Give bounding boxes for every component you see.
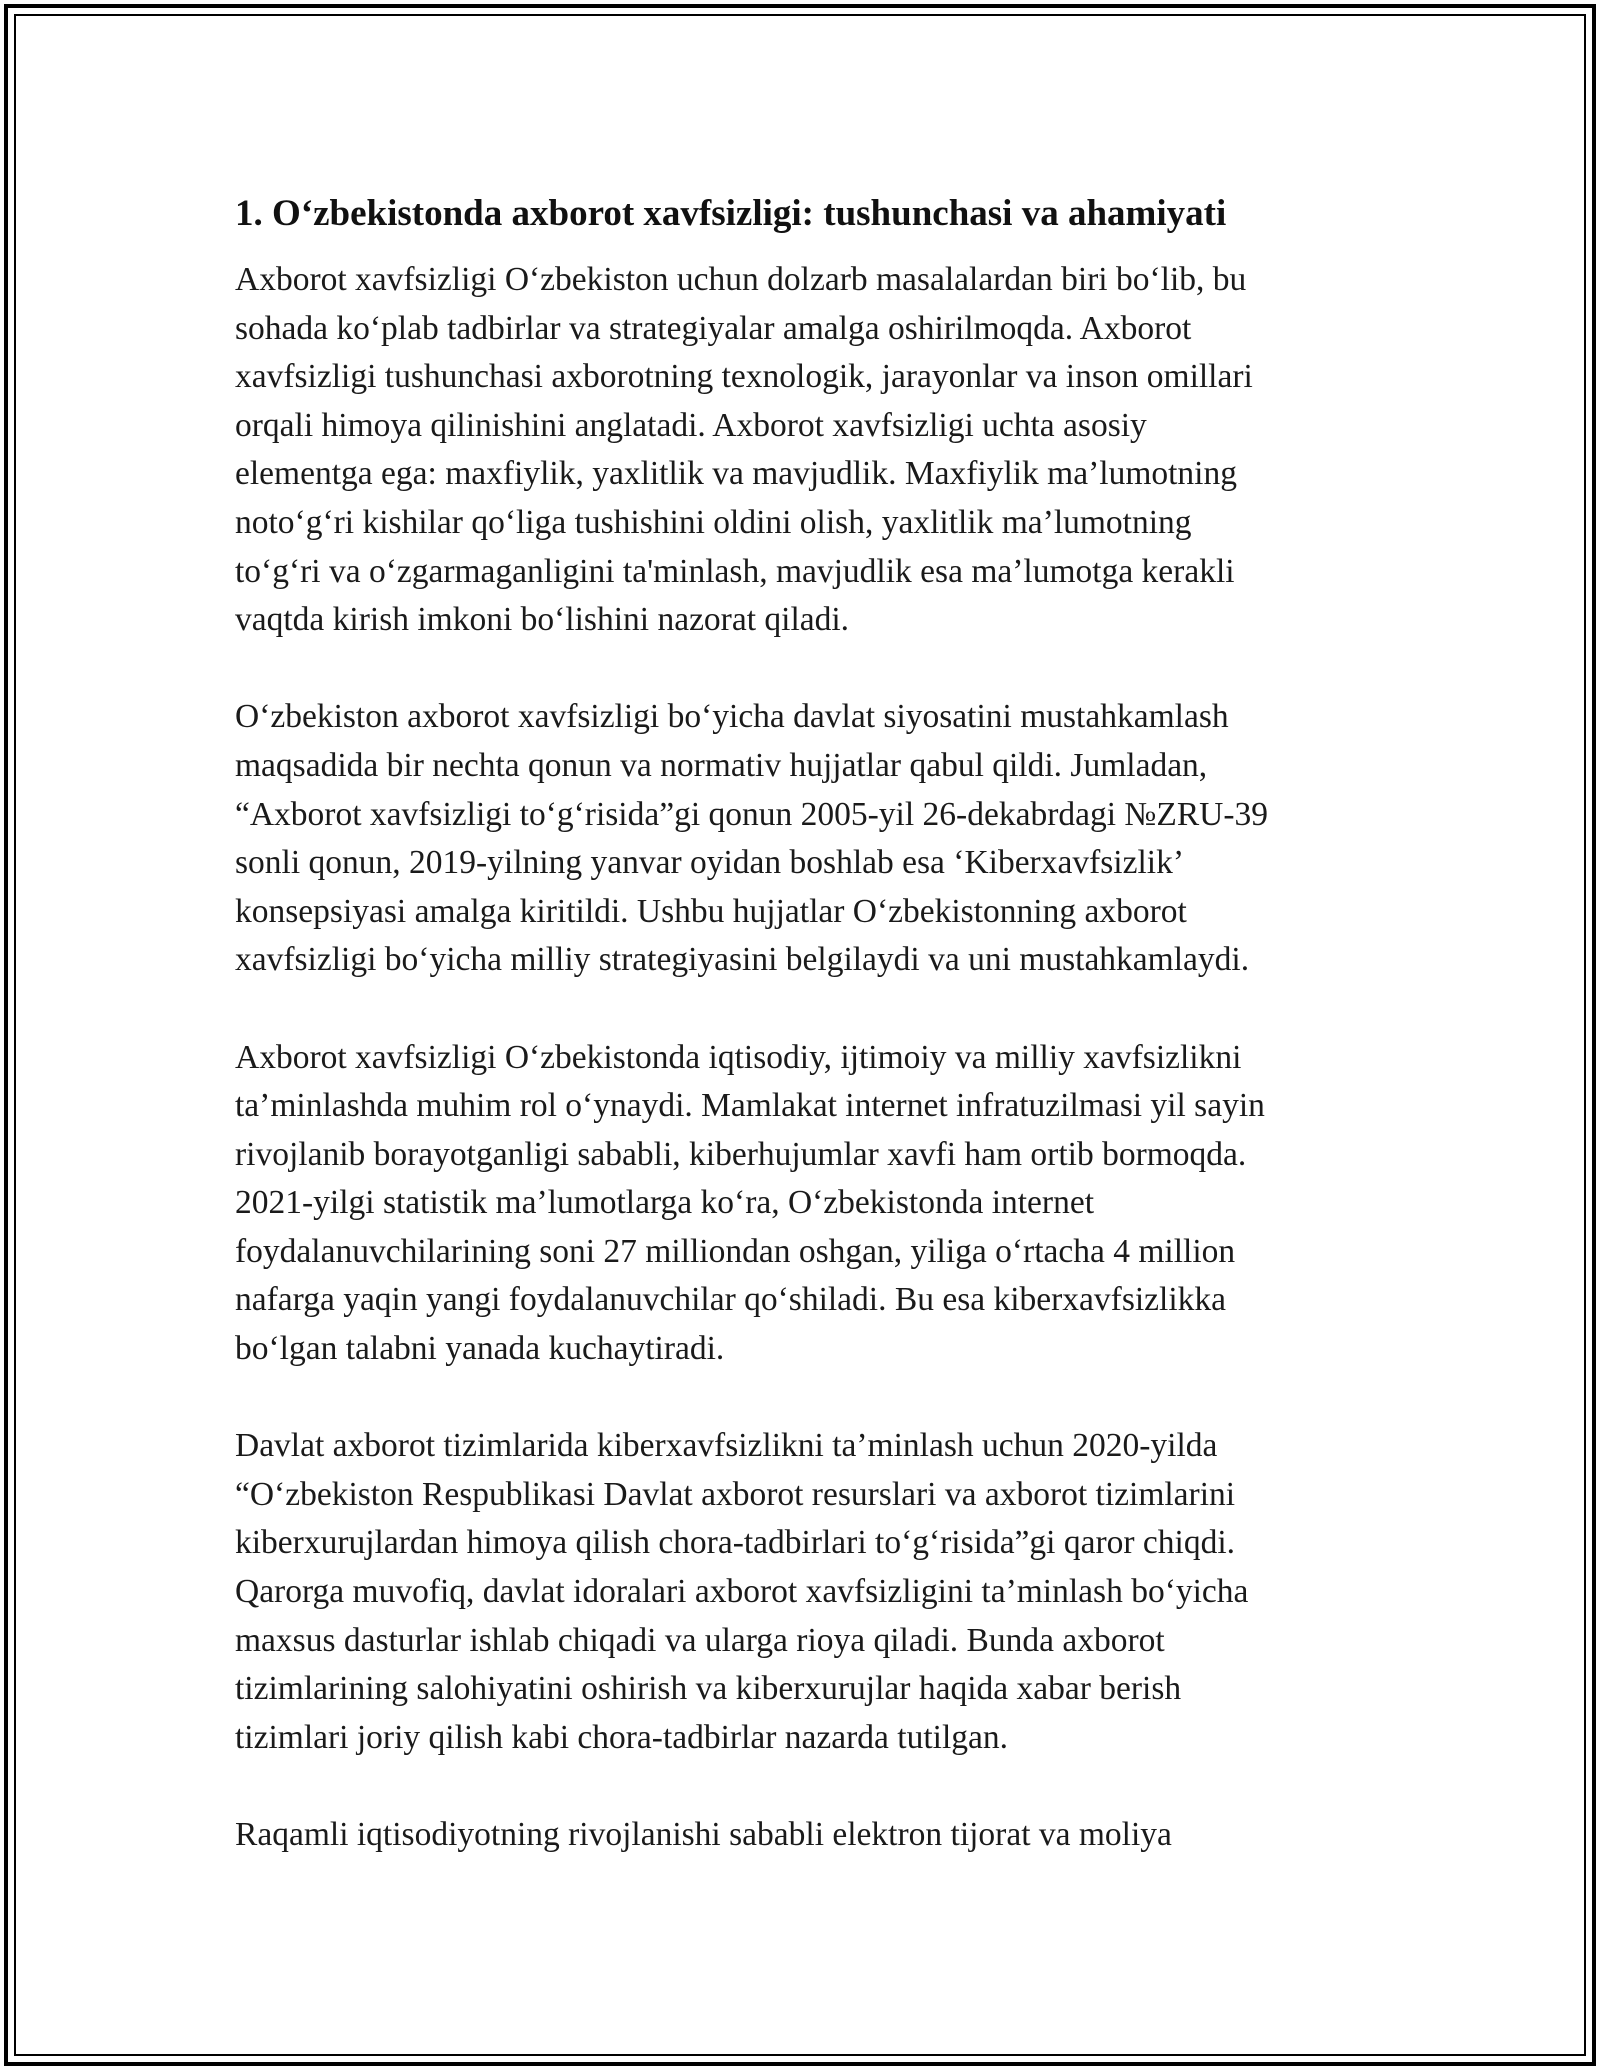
- text-line: xavfsizligi bo‘yicha milliy strategiyasini belgilaydi va uni mustahkamlaydi.: [235, 941, 1250, 979]
- text-line: Axborot xavfsizligi O‘zbekiston uchun dolzarb masalalardan biri bo‘lib, bu: [235, 261, 1247, 298]
- text-line: Qarorga muvofiq, davlat idoralari axborot xavfsizligini ta’minlash bo‘yicha: [235, 1573, 1249, 1611]
- text-line: sonli qonun, 2019-yilning yanvar oyidan boshlab esa ‘Kiberxavfsizlik’: [235, 844, 1184, 882]
- text-line: maxsus dasturlar ishlab chiqadi va ularga rioya qiladi. Bunda axborot: [235, 1621, 1165, 1659]
- text-line: nafarga yaqin yangi foydalanuvchilar qo‘shiladi. Bu esa kiberxavfsizlikka: [235, 1281, 1227, 1319]
- text-line: bo‘lgan talabni yanada kuchaytiradi.: [235, 1330, 725, 1368]
- text-line: Axborot xavfsizligi O‘zbekistonda iqtisodiy, ijtimoiy va milliy xavfsizlikni: [235, 1038, 1242, 1076]
- text-line: tizimlari joriy qilish kabi chora-tadbirlar nazarda tutilgan.: [235, 1718, 1009, 1756]
- text-line: O‘zbekiston axborot xavfsizligi bo‘yicha davlat siyosatini mustahkamlash: [235, 698, 1229, 736]
- text-line: foydalanuvchilarining soni 27 milliondan oshgan, yiliga o‘rtacha 4 million: [235, 1232, 1236, 1270]
- text-line: to‘g‘ri va o‘zgarmaganligini ta'minlash, mavjudlik esa ma’lumotga kerakli: [235, 552, 1235, 590]
- text-line: “Axborot xavfsizligi to‘g‘risida”gi qonun 2005-yil 26-dekabrdagi №ZRU-39: [235, 795, 1269, 833]
- document-body: [235, 186, 1415, 1860]
- text-line: konsepsiyasi amalga kiritildi. Ushbu hujjatlar O‘zbekistonning axborot: [235, 892, 1187, 930]
- text-line: Davlat axborot tizimlarida kiberxavfsizlikni ta’minlash uchun 2020-yilda: [235, 1427, 1218, 1465]
- text-line: Raqamli iqtisodiyotning rivojlanishi sababli elektron tijorat va moliya: [235, 1816, 1172, 1853]
- paragraph-2: [235, 693, 1415, 985]
- paragraph-3: [235, 1034, 1415, 1374]
- text-line: maqsadida bir nechta qonun va normativ hujjatlar qabul qildi. Jumladan,: [235, 746, 1208, 784]
- paragraph-5: [235, 1811, 1415, 1860]
- text-line: tizimlarining salohiyatini oshirish va kiberxurujlar haqida xabar berish: [235, 1670, 1182, 1708]
- section-heading: 1. O‘zbekistonda axborot xavfsizligi: tushunchasi va ahamiyati: [235, 193, 1227, 234]
- text-line: noto‘g‘ri kishilar qo‘liga tushishini oldini olish, yaxlitlik ma’lumotning: [235, 503, 1192, 541]
- text-line: vaqtda kirish imkoni bo‘lishini nazorat qiladi.: [235, 601, 850, 639]
- text-line: sohada ko‘plab tadbirlar va strategiyalar amalga oshirilmoqda. Axborot: [235, 309, 1192, 347]
- text-line: orqali himoya qilinishini anglatadi. Axborot xavfsizligi uchta asosiy: [235, 406, 1147, 444]
- paragraph-1: [235, 256, 1415, 645]
- text-line: elementga ega: maxfiylik, yaxlitlik va mavjudlik. Maxfiylik ma’lumotning: [235, 455, 1237, 493]
- paragraph-4: [235, 1422, 1415, 1762]
- text-line: xavfsizligi tushunchasi axborotning texnologik, jarayonlar va inson omillari: [235, 358, 1253, 396]
- text-line: 2021-yilgi statistik ma’lumotlarga ko‘ra, O‘zbekistonda internet: [235, 1184, 1095, 1222]
- text-line: rivojlanib borayotganligi sababli, kiberhujumlar xavfi ham ortib bormoqda.: [235, 1135, 1247, 1173]
- text-line: “O‘zbekiston Respublikasi Davlat axborot resurslari va axborot tizimlarini: [235, 1475, 1236, 1513]
- text-line: kiberxurujlardan himoya qilish chora-tadbirlari to‘g‘risida”gi qaror chiqdi.: [235, 1524, 1236, 1562]
- text-line: ta’minlashda muhim rol o‘ynaydi. Mamlakat internet infratuzilmasi yil sayin: [235, 1087, 1265, 1125]
